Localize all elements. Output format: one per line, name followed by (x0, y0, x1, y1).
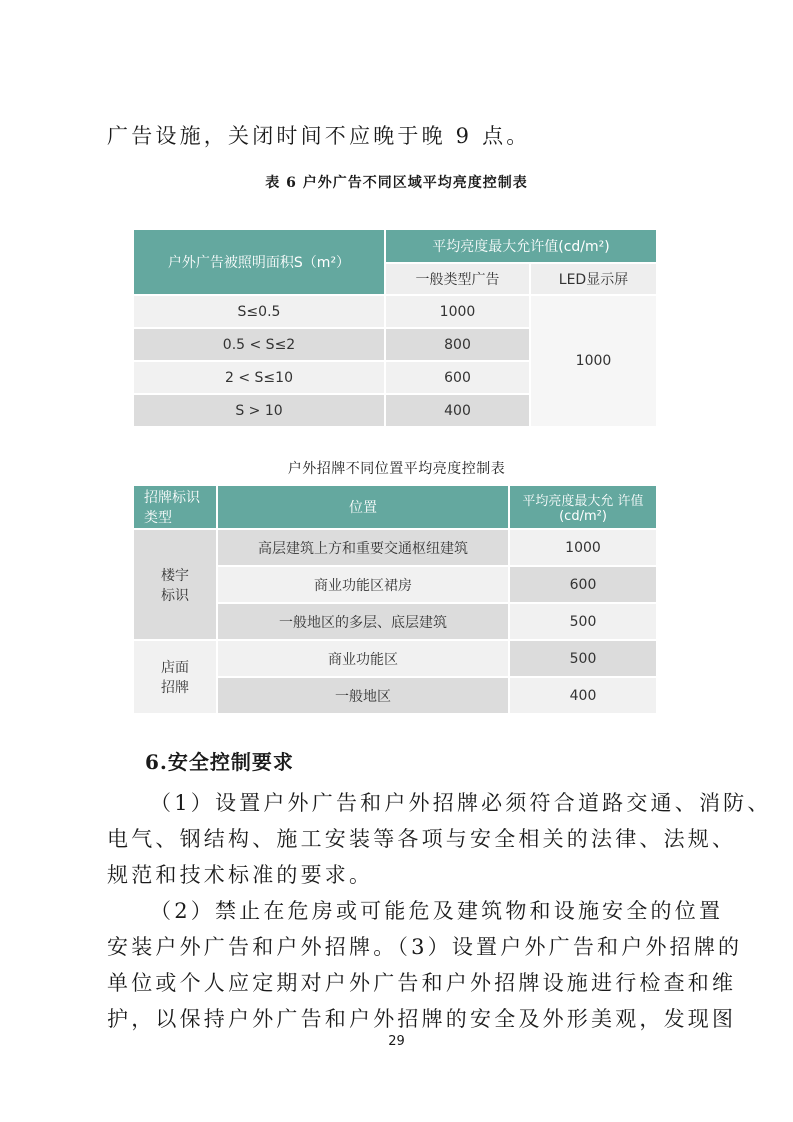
section-title: 6.安全控制要求 (145, 750, 294, 774)
value-cell: 400 (510, 678, 658, 715)
paragraph-line: 规范和技术标准的要求。 (107, 863, 374, 887)
led-value-cell: 1000 (531, 296, 658, 428)
table-row (134, 641, 658, 678)
signboard-brightness-table (134, 486, 658, 715)
value-cell: 1000 (386, 296, 531, 329)
table2-header-location: 位置 (218, 486, 510, 530)
value-cell: 600 (386, 362, 531, 395)
location-cell: 高层建筑上方和重要交通枢纽建筑 (218, 530, 510, 567)
paragraph-line: （2）禁止在危房或可能危及建筑物和设施安全的位置 (150, 899, 724, 923)
value-cell: 1000 (510, 530, 658, 567)
table1-subheader-led: LED显示屏 (531, 264, 658, 296)
page-number: 29 (388, 1034, 405, 1049)
value-cell: 600 (510, 567, 658, 604)
location-cell: 商业功能区 (218, 641, 510, 678)
group-type-cell: 店面招牌 (134, 641, 218, 715)
table2-header-value: 平均亮度最大允 许值(cd/m²) (510, 486, 658, 530)
paragraph-line: 护，以保持户外广告和户外招牌的安全及外形美观，发现图 (107, 1007, 737, 1031)
paragraph-line: （1）设置户外广告和户外招牌必须符合道路交通、消防、 (150, 791, 772, 815)
paragraph-line: 单位或个人应定期对户外广告和户外招牌设施进行检查和维 (107, 971, 737, 995)
table1-col1-header: 户外广告被照明面积S（m²） (134, 230, 386, 296)
area-cell: S≤0.5 (134, 296, 386, 329)
table-row (134, 296, 658, 329)
table1-subheader-general: 一般类型广告 (386, 264, 531, 296)
location-cell: 一般地区 (218, 678, 510, 715)
brightness-table-by-area (134, 230, 658, 428)
group-type-cell: 楼宇标识 (134, 530, 218, 641)
area-cell: 2 < S≤10 (134, 362, 386, 395)
value-cell: 800 (386, 329, 531, 362)
location-cell: 一般地区的多层、底层建筑 (218, 604, 510, 641)
table-row (134, 530, 658, 567)
table2-caption: 户外招牌不同位置平均亮度控制表 (287, 461, 506, 477)
area-cell: 0.5 < S≤2 (134, 329, 386, 362)
area-cell: S > 10 (134, 395, 386, 428)
value-cell: 500 (510, 604, 658, 641)
table1-group-header: 平均亮度最大允许值(cd/m²) (386, 230, 658, 264)
intro-text: 广告设施，关闭时间不应晚于晚 9 点。 (107, 124, 531, 148)
location-cell: 商业功能区裙房 (218, 567, 510, 604)
table1-caption: 表 6 户外广告不同区域平均亮度控制表 (265, 175, 528, 191)
value-cell: 500 (510, 641, 658, 678)
table2-header-type: 招牌标识类型 (134, 486, 218, 530)
paragraph-line: 电气、钢结构、施工安装等各项与安全相关的法律、法规、 (107, 827, 737, 851)
value-cell: 400 (386, 395, 531, 428)
paragraph-line: 安装户外广告和户外招牌。（3）设置户外广告和户外招牌的 (107, 935, 743, 959)
